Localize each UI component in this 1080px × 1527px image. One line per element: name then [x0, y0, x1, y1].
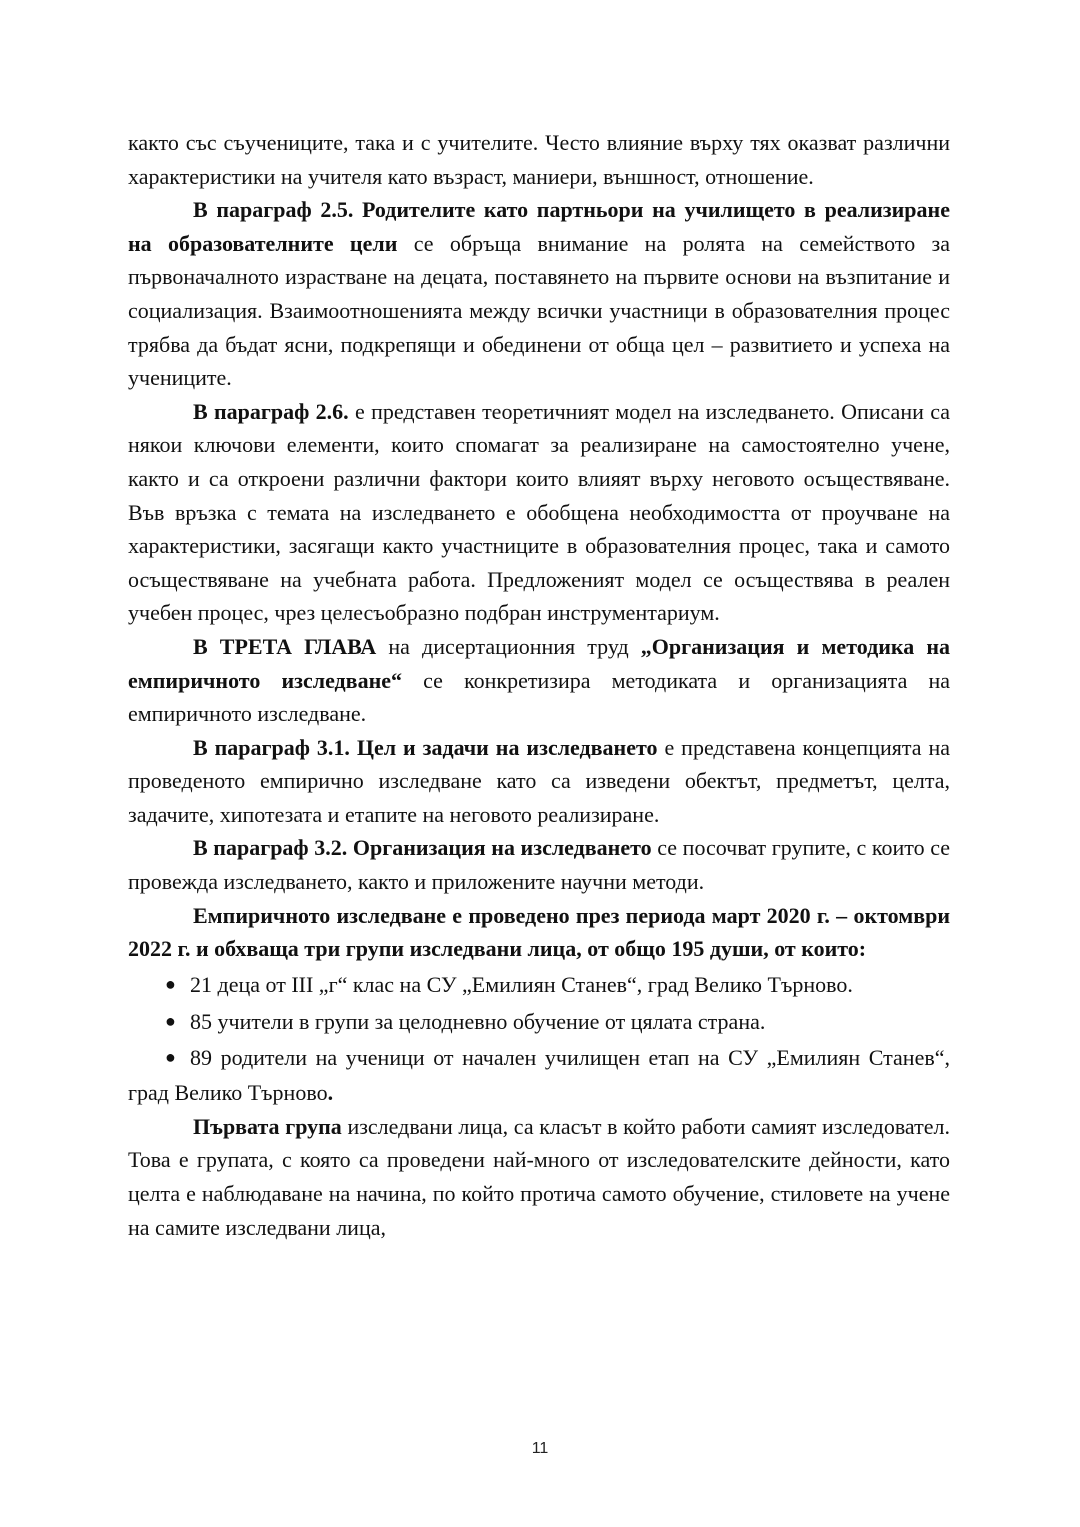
paragraph-section-3-1 [128, 731, 950, 832]
list-item [128, 966, 950, 1003]
chapter-title-inline: „Организация и методика на емпиричното изследване“ [128, 633, 951, 693]
paragraph-chapter-3 [128, 630, 950, 731]
list-item-tail: . [327, 1079, 334, 1105]
paragraph-section-3-2 [128, 831, 950, 898]
list-item-text: 21 деца от III „г“ клас на СУ „Емилиян Станев“, град Велико Търново. [190, 971, 853, 997]
page-number: 11 [531, 1440, 549, 1457]
list-item-text: 89 родители на ученици от начален училищен етап на СУ „Емилиян Станев“, град Велико Търново [128, 1044, 950, 1105]
bullet-icon: ● [165, 973, 176, 994]
paragraph-continuation [128, 126, 950, 193]
paragraph-text: както със съучениците, така и с учителите. Често влияние върху тях оказват различни характеристики на учителя като възраст, маниери, външност, отношение. [128, 130, 950, 189]
paragraph-text: е представен теоретичният модел на изследването. Описани са някои ключови елементи, които спомагат за реализиране на самостоятелно учене, както и са откроени различни фактори които влияят върху неговото осъществяване. Във връзка с темата на изследването е обобщена необходимостта от проучване на характеристики, засягащи както участниците в образователния процес, така и самото осъществяване на учебната работа. Предложеният модел се осъществява в реален учебен процес, чрез целесъобразно подбран инструментариум. [128, 398, 950, 626]
paragraph-section-2-6 [128, 395, 950, 630]
section-heading-inline: В параграф 2.5. Родителите като партньори на училището в реализиране на образователните цели [128, 197, 950, 256]
document-page [128, 126, 950, 1244]
list-item-text: 85 учители в групи за целодневно обучение от цялата страна. [190, 1008, 766, 1034]
section-heading-inline: В параграф 2.6. [193, 398, 349, 424]
paragraph-text-bold: Емпиричното изследване е проведено през периода март 2020 г. – октомври 2022 г. и обхваща три групи изследвани лица, от общо 195 души, от които: [128, 902, 950, 962]
paragraph-section-2-5 [128, 193, 950, 395]
bullet-icon: ● [165, 1010, 176, 1031]
paragraph-text: изследвани лица, са класът в който работи самият изследовател. Това е групата, с която са проведени най-много от изследователските дейности, като целта е наблюдаване на начина, по който протича самото обучение, стиловете на учене на самите изследвани лица, [128, 1113, 950, 1240]
participant-groups-list [128, 966, 950, 1110]
paragraph-text: е представена концепцията на проведеното емпирично изследване като са изведени обектът, предметът, целта, задачите, хипотезата и етапите на неговото реализиране. [128, 734, 951, 827]
list-item [128, 1040, 950, 1110]
paragraph-text: на дисертационния труд [376, 633, 641, 659]
paragraph-text: се конкретизира методиката и организацията на емпиричното изследване. [128, 667, 951, 727]
paragraph-lead-bold: Първата група [193, 1113, 342, 1139]
chapter-heading-inline: В ТРЕТА ГЛАВА [193, 633, 377, 659]
paragraph-text: се обръща внимание на ролята на семейството за първоначалното израстване на децата, поставянето на първите основи на възпитание и социализация. Взаимоотношенията между всички участници в образователния процес трябва да бъдат ясни, подкрепящи и обединени от обща цел – развитието и успеха на учениците. [128, 230, 951, 391]
paragraph-text: се посочват групите, с които се провежда изследването, както и приложените научни методи. [128, 835, 950, 895]
paragraph-first-group [128, 1110, 950, 1244]
paragraph-empirical-summary [128, 899, 950, 966]
list-item [128, 1003, 950, 1040]
bullet-icon: ● [165, 1046, 176, 1067]
section-heading-inline: В параграф 3.2. Организация на изследването [193, 835, 652, 861]
section-heading-inline: В параграф 3.1. Цел и задачи на изследването [193, 734, 658, 760]
